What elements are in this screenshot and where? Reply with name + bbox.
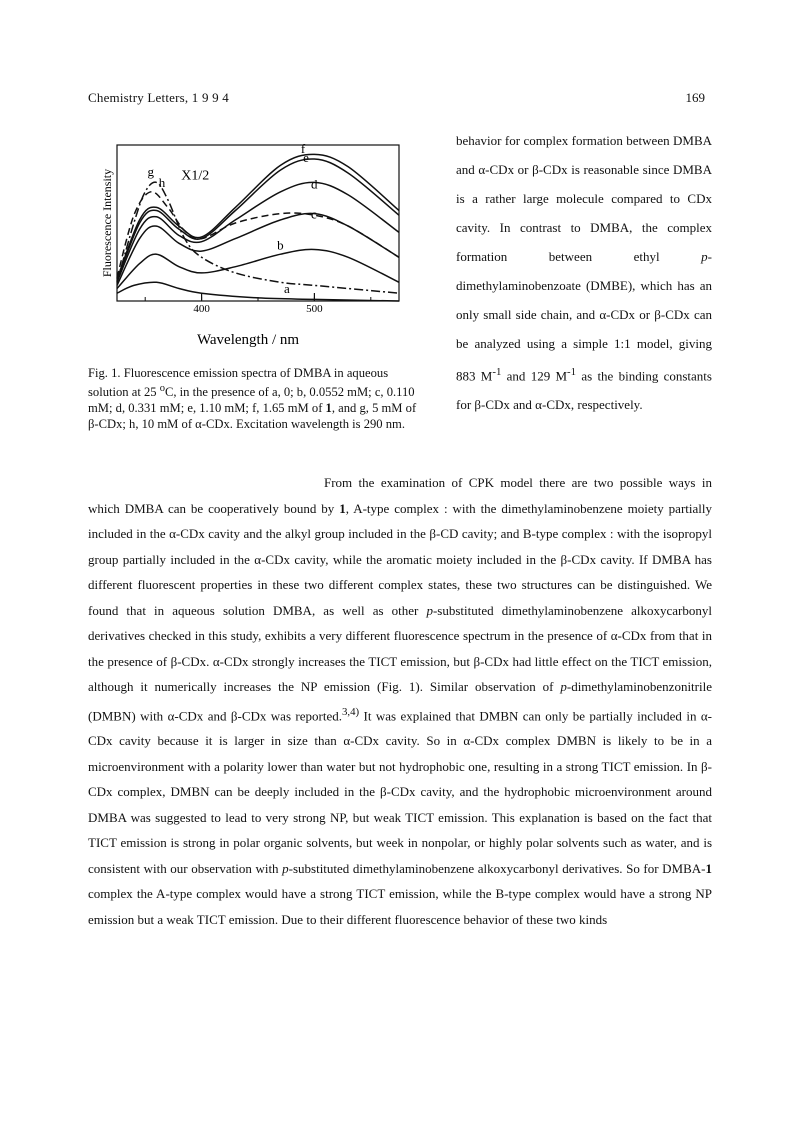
series-line-h bbox=[117, 182, 399, 293]
plot-frame bbox=[117, 145, 399, 301]
fluorescence-chart bbox=[95, 135, 405, 355]
series-label-c: c bbox=[311, 206, 317, 222]
figure-caption bbox=[88, 365, 423, 432]
right-column-text bbox=[456, 126, 712, 419]
caption-run: , and g, 5 mM of β-CDx; h, 10 mM of α-CDx. Excitation wavelength is 290 nm. bbox=[88, 401, 417, 432]
caption-run: Fig. 1. Fluorescence emission spectra of DMBA in aqueous solution at 25 bbox=[88, 366, 389, 400]
series-label-e: e bbox=[303, 150, 309, 166]
series-label-b: b bbox=[277, 237, 284, 253]
x-tick-label: 500 bbox=[306, 303, 323, 315]
caption-run: 1 bbox=[325, 401, 332, 416]
caption-run: C, in the presence of a, 0; b, 0.0552 mM; c, 0.110 mM; d, 0.331 mM; e, 1.10 mM; f, 1.65 mM of bbox=[88, 385, 415, 416]
figure-1 bbox=[95, 135, 405, 355]
body-paragraph: From the examination of CPK model there are two possible ways in which DMBA can be cooperatively bound by 1, A-type complex : with the dimethylaminobenzene moiety partially included in the α-CDx cavity and the alkyl group included in the β-CD cavity; and B-type complex : with the isopropyl group partially included in the α-CDx cavity, while the aromatic moiety included in the β-CDx cavity. If DMBA has different fluorescent properties in these two different complex states, these two structures can be distinguished. We found that in aqueous solution DMBA, as well as other p-substituted dimethylaminobenzene alkoxycarbonyl derivatives checked in this study, exhibits a very different fluorescence spectrum in the presence of α-CDx from that in the presence of β-CDx. α-CDx strongly increases the TICT emission, but β-CDx had little effect on the TICT emission, although it numerically increases the NP emission (Fig. 1). Similar observation of p-dimethylaminobenzonitrile (DMBN) with α-CDx and β-CDx was reported.$^{3,4)}$ It was explained that DMBN can only be partially included in α-CDx cavity because it is larger in size than α-CDx cavity. So in α-CDx complex DMBN is likely to be in a microenvironment with a polarity lower than water but not hydrophobic one, resulting in a strong TICT emission. In β-CDx complex, DMBN can be deeply included in the β-CDx cavity, and the hydrophobic microenvironment around DMBA was suggested to lead to very strong NP, but weak TICT emission. This explanation is based on the fact that TICT emission is strong in polar organic solvents, but week in nonpolar, or highly polar solvents such as water, and is consistent with our observation with p-substituted dimethylaminobenzene alkoxycarbonyl derivatives. So for DMBA-1 complex the A-type complex would have a strong TICT emission, while the B-type complex would have a strong NP emission but a weak TICT emission. Due to their different fluorescence behavior of these two kinds bbox=[88, 475, 712, 927]
body-text bbox=[88, 470, 712, 932]
caption-run: o bbox=[159, 383, 165, 394]
series-line-c bbox=[117, 213, 399, 285]
series-label-d: d bbox=[311, 176, 318, 192]
x-axis-label: Wavelength / nm bbox=[196, 332, 300, 348]
series-label-h: h bbox=[158, 175, 166, 191]
series-label-a: a bbox=[283, 281, 290, 297]
right-column-paragraph: behavior for complex formation between DMBA and α-CDx or β-CDx is reasonable since DMBA is a rather large molecule compared to CDx cavity. In contrast to DMBA, the complex formation between ethyl p-dimethylaminobenzoate (DMBE), which has an only small side chain, and α-CDx or β-CDx can be analyzed using a simple 1:1 model, giving 883 $M^{-1}$ and 129 $M^{-1}$ as the binding constants for β-CDx and α-CDx, respectively. bbox=[456, 133, 712, 413]
series-line-a bbox=[117, 282, 399, 301]
y-axis-label: Fluorescence Intensity bbox=[100, 168, 114, 278]
series-label-g: g bbox=[147, 164, 154, 180]
page-number: 169 bbox=[685, 90, 705, 105]
running-head: Chemistry Letters, 1 9 9 4 bbox=[88, 90, 229, 105]
scale-note: X1/2 bbox=[181, 168, 210, 184]
series-label-f: f bbox=[300, 140, 306, 156]
x-tick-label: 400 bbox=[193, 303, 210, 315]
